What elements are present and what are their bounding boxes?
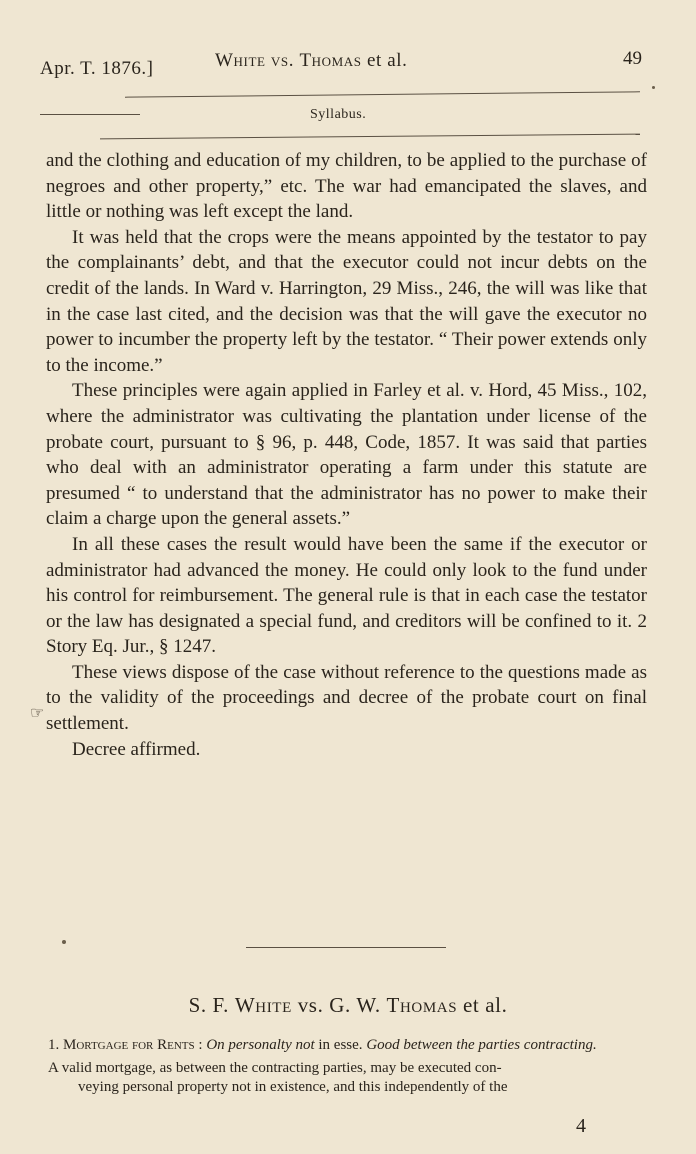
syllabus [48, 1036, 648, 1097]
paragraph: These views dispose of the case without reference to the questions made as to the validity of the proceedings and decree of the probate court on final settlement. [46, 661, 647, 735]
decree-line: Decree affirmed. [72, 738, 201, 760]
paragraph: and the clothing and education of my children, to be applied to the purchase of negroes and other property,” etc. The war had emancipated the slaves, and little or nothing was left except the land. [46, 150, 647, 223]
opinion-body [46, 148, 647, 762]
header-rule [125, 91, 640, 97]
section-label: Syllabus. [310, 107, 367, 122]
syllabus-item: 1. Mortgage for Rents : On personalty not in esse. Good between the parties contracting. [48, 1037, 597, 1053]
case-title: S. F. White vs. G. W. Thomas et al. [188, 993, 508, 1017]
ink-speck [62, 940, 66, 944]
running-title: White vs. Thomas et al. [215, 50, 408, 71]
section-rule-bottom [100, 134, 640, 140]
case-divider-rule [246, 947, 446, 948]
paragraph: These principles were again applied in Farley et al. v. Hord, 45 Miss., 102, where the administrator was cultivating the plantation under license of the probate court, pursuant to § 96, p. 448, Code, 1857. It was said that parties who deal with an administrator operating a farm under this statute are presumed “ to understand that the administrator has no power to make their claim a charge upon the general assets.” [46, 380, 647, 530]
running-head [40, 48, 650, 78]
section-rule-left [40, 114, 140, 115]
page-number: 49 [623, 48, 642, 69]
signature-mark: 4 [576, 1115, 586, 1137]
pointing-hand-icon: ☞ [30, 705, 45, 722]
syllabus-paragraph: A valid mortgage, as between the contracting parties, may be executed con- veying personal property not in existence, and this independently of the [48, 1060, 508, 1095]
term-date: Apr. T. 1876.] [40, 58, 154, 79]
headnote-topic: Mortgage for Rents [63, 1037, 195, 1053]
ink-speck [652, 86, 655, 89]
paragraph: In all these cases the result would have been the same if the executor or administrator had advanced the money. He could only look to the fund under his control for reimbursement. The general rule is that in each case the testator or the law has designated a special fund, and creditors will be confined to it. 2 Story Eq. Jur., § 1247. [46, 533, 647, 658]
paragraph: It was held that the crops were the means appointed by the testator to pay the complainants’ debt, and that the executor could not incur debts on the credit of the lands. In Ward v. Harrington, 29 Miss., 246, the will was like that in the case last cited, and the decision was that the will gave the executor no power to incumber the property left by the testator. “ Their power extends only to the income.” [46, 226, 647, 376]
